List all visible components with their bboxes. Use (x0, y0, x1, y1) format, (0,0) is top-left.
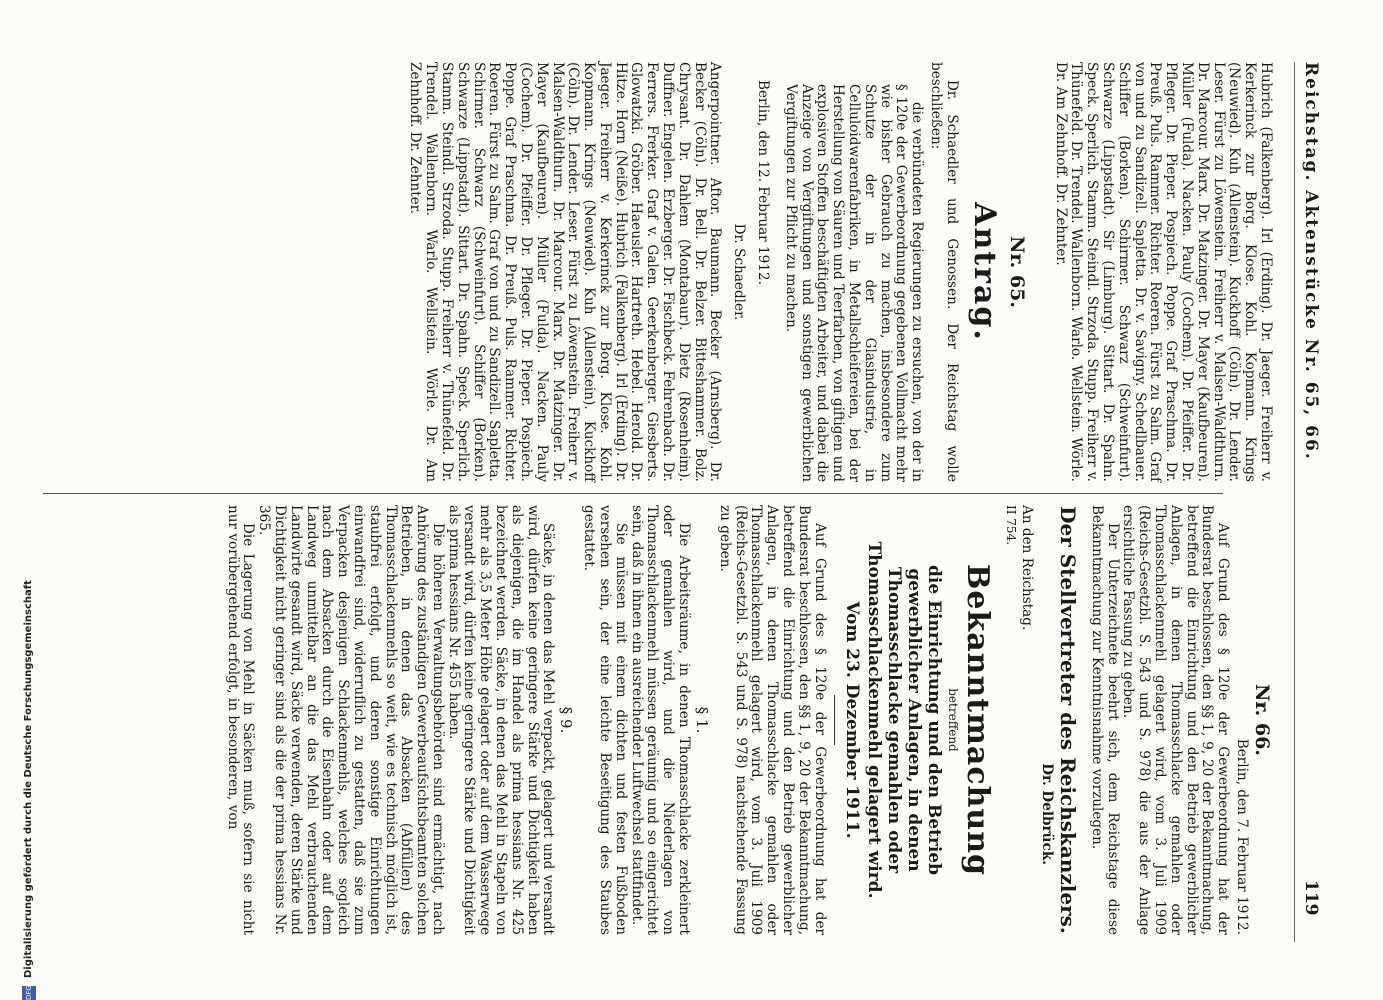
section-9-heading: § 9. (557, 706, 576, 734)
official-name: Dr. Delbrück. (1039, 763, 1056, 865)
header-rule (1294, 62, 1295, 942)
digitization-footer (20, 0, 40, 1000)
column-rule (43, 493, 1223, 494)
section-9-text-3: Die Lagerung von Mehl in Säcken muß, sofern sie nicht nur vorübergehend erfolgt, in besonderen, von (224, 505, 257, 935)
announcement-subject: die Einrichtung und den Betrieb gewerblicher Anlagen, in denen Thomasschlacke gemahlen oder Thomasschlackenmehl gelagert wird. (863, 541, 944, 899)
page-number: 119 (1301, 880, 1321, 916)
paragraph-3: Auf Grund des § 120e der Gewerbeordnung hat der Bundesrat beschlossen, den §§ 1, 9, 20 der Bekanntmachung, betreffend die Einrichtung und den Betrieb gewerblicher Anlagen, in denen Thomasschlacke gemahlen oder Thomasschlackenmehl gelagert wird, vom 3. Juli 1909 (Reichs-Gesetzbl. S. 543 und S. 978) nachstehende Fassung zu geben. (716, 505, 828, 935)
betreffend-label: betreffend (945, 688, 960, 752)
announcement-date: Vom 23. Dezember 1911. (841, 601, 862, 839)
addressee: An den Reichstag. (1019, 505, 1036, 631)
paragraph-1: Auf Grund des § 120e der Gewerbeordnung hat der Bundesrat beschlossen, den §§ 1, 9, 20 der Bekanntmachung, betreffend die Einrichtung und den Betrieb gewerblicher Anlagen, in denen Thomasschlacke gemahlen oder Thomasschlackenmehl gelagert wird, vom 3. Juli 1909 (Reichs-Gesetzbl. S. 543 und S. 978) die aus der Anlage ersichtliche Fassung zu geben. (1120, 505, 1232, 935)
section-9-text: Säcke, in denen das Mehl verpackt, gelagert und versandt wird, dürfen keine geringere Stärke und Dichtigkeit haben als diejenigen, die im Handel als prima hessians Nr. 425 bezeichnet werden. Säcke, in denen das Mehl in Stapeln von mehr als 3,5 Meter Höhe gelagert oder auf dem Wasserwege versandt wird, dürfen keine geringere Stärke und Dichtigkeit als prima hessians Nr. 455 haben. (445, 505, 557, 935)
running-header: Reichstag. Aktenstücke Nr. 65, 66. (1301, 62, 1321, 461)
motion-signer: Dr. Schaedler. (731, 223, 748, 321)
left-column (407, 62, 1273, 482)
section-1-heading: § 1. (693, 706, 712, 734)
section-9-text-2: Die höheren Verwaltungsbehörden sind ermächtigt, nach Anhörung des zuständigen Gewerbeaufsichtsbeamten solchen Betrieben, in denen das Absacken (Abfüllen) des Thomasschlackenmehls so weit, wie es technisch möglich ist, staubfrei erfolgt, und deren sonstige Einrichtungen einwandfrei sind, widerruflich zu gestatten, daß sie zum Verpacken desjenigen Schlackenmehls, welches sogleich nach dem Absacken durch die Eisenbahn oder auf dem Landweg unmittelbar an die das Mehl verbrauchenden Landwirte gesandt wird, Säcke verwenden, deren Stärke und Dichtigkeit nicht geringer sind als die der prima hessians Nr. 365. (256, 505, 446, 935)
signers-list-top: Hubrich (Falkenberg). Irl (Erding). Dr. Jaeger. Freiherr v. Kerkerinck zur Borg. Klose. Kohl. Kopmann. Krings (Neuwied). Kuh (Allenstein). Kuckhoff (Cöln). Dr. Lender. Leser. Fürst zu Löwenstein. Freiherr v. Malsen-Waldthurn. Dr. Marcour. Marx. Dr. Matzinger. Dr. Mayer (Kaufbeuren). Müller (Fulda). Nacken. Pauly (Cochem). Dr. Pfeiffer. Dr. Pfleger. Dr. Pieper. Pospiech. Poppe. Graf Praschma. Dr. Preuß. Puls. Rammer. Richter. Roeren. Fürst zu Salm. Graf von und zu Sandizell. Sapletta. Dr. v. Savigny. Schedlbauer. Schiffer (Borken). Schirmer. Schwarz (Schweinfurt). Schwarze (Lippstadt). Sir (Limburg). Sittart. Dr. Spahn. Speck. Sperlich. Stamm. Steindl. Strzoda. Stupp. Freiherr v. Thünefeld. Dr. Trendel. Wallenborn. Warlo. Wellstein. Wörle. Dr. Am Zehnhoff. Dr. Zehnter. (1052, 62, 1274, 482)
paragraph-2: Der Unterzeichnete beehrt sich, dem Reichstage diese Bekanntmachung zur Kenntnisnahme vorzulegen. (1088, 505, 1121, 935)
footer-text: Digitalisierung gefördert durch die Deutsche Forschungsgemeinschaft (23, 580, 34, 978)
document-number: Nr. 66. (1251, 684, 1273, 756)
motion-date: Berlin, den 12. Februar 1912. (755, 80, 772, 285)
right-column (224, 505, 1273, 935)
separator (834, 695, 835, 745)
section-1-text-2: Sie müssen mit einem dichten und festen Fußboden versehen sein, der eine leichte Beseitigung des Staubes gestattet. (581, 505, 629, 935)
motion-intro: Dr. Schaedler und Genossen. Der Reichstag wolle beschließen: (928, 62, 960, 482)
motion-body: die verbündeten Regierungen zu ersuchen, von der in § 120e der Gewerbeordnung gegebenen Vollmacht mehr wie bisher Gebrauch zu machen, insbesondere zum Schutze der in der Glasindustrie, in Celluloidwarenfabriken, in Metallschleifereien, bei der Herstellung von Säuren und Teerfarben, von giftigen und explosiven Stoffen beschäftigten Arbeiter, und dabei die Anzeige von Vergiftungen und sonstigen gewerblichen Vergiftungen zur Pflicht zu machen. (782, 84, 926, 482)
reference-number: II 754. (1004, 505, 1019, 546)
announcement-title: Bekanntmachung (959, 563, 995, 876)
motion-title: Antrag. (966, 202, 1002, 342)
signers-list-bottom: Angerpointner. Aftor. Baumann. Becker (Arnsberg). Dr. Becker (Cöln). Dr. Bell. Dr. Belzer. Bitteshammer. Bolz. Chrysant. Dr. Dahlem (Montabaur). Dietz (Rosenheim). Duffner. Engelen. Erzberger. Dr. Fischbeck. Fehrenbach. Dr. Ferrers. Frerker. Graf v. Galen. Geerkenberger. Giesberts. Glowatzki. Gröber. Haeusler. Hartreth. Hebel. Herold. Dr. Hitze. Horn (Neiße). Hubrich (Falkenberg). Irl (Erding). Dr. Jaeger. Freiherr v. Kerkerinck zur Borg. Klose. Kohl. Kopmann. Krings (Neuwied). Kuh (Allenstein). Kuckhoff (Cöln). Dr. Lender. Leser. Fürst zu Löwenstein. Freiherr v. Malsen-Waldthurn. Dr. Marcour. Marx. Dr. Matzinger. Dr. Mayer (Kaufbeuren). Müller (Fulda). Nacken. Pauly (Cochem). Dr. Pfeiffer. Dr. Pfleger. Dr. Pieper. Pospiech. Poppe. Graf Praschma. Dr. Preuß. Puls. Rammer. Richter. Roeren. Fürst zu Salm. Graf von und zu Sandizell. Sapletta. Schirmer. Schwarz (Schweinfurt). Schiffer (Borken). Schwarze (Lippstadt). Sittart. Dr. Spahn. Speck. Sperlich. Stamm. Steindl. Strzoda. Stupp. Freiherr v. Thünefeld. Dr. Trendel. Wallenborn. Warlo. Wellstein. Wörle. Dr. Am Zehnhoff. Dr. Zehnter. (407, 62, 724, 482)
document-date: Berlin, den 7. Februar 1912. (1234, 738, 1250, 935)
dfg-logo: DFG (22, 986, 36, 1000)
official-title: Der Stellvertreter des Reichskanzlers. (1056, 506, 1081, 934)
motion-number: Nr. 65. (1005, 236, 1028, 308)
section-1-text: Die Arbeitsräume, in denen Thomasschlacke zerkleinert oder gemahlen wird, und die Niederlagen von Thomasschlackenmehl müssen geräumig und so eingerichtet sein, daß in ihnen ein ausreichender Luftwechsel stattfindet. (628, 505, 693, 935)
